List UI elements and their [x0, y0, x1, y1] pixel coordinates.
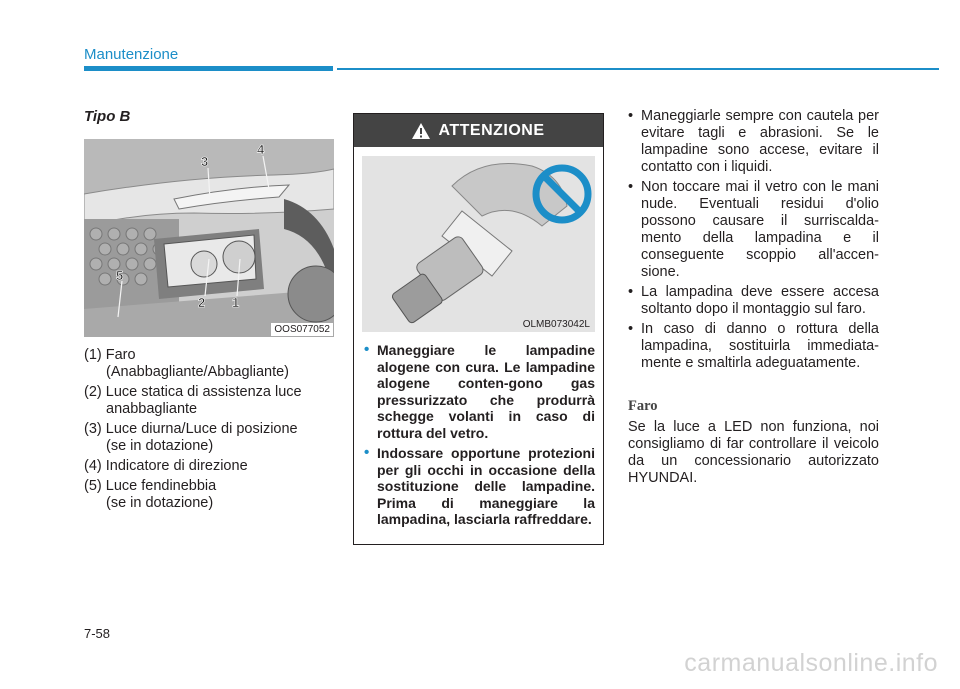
header-rule-thick — [84, 66, 333, 71]
bullet-item: • Non toccare mai il vetro con le mani nude. Eventuali residui d'olio possono causare il surriscalda-mento della lampadina e il conseguente scoppio all'accen-sione. — [628, 179, 879, 280]
legend-list — [84, 347, 334, 512]
subtitle: Tipo B — [84, 108, 131, 125]
warning-item: • Indossare opportune protezioni per gli occhi in occasione della sostituzione delle lampadine. Prima di maneggiare la lampadina, lasciarla raffreddare. — [364, 444, 595, 527]
callout-2: 2 — [198, 295, 206, 310]
legend-item: (1) Faro (Anabbagliante/Abbagliante) — [84, 347, 289, 380]
callout-4: 4 — [257, 142, 265, 157]
warning-box — [353, 113, 604, 545]
bullet-icon: • — [364, 341, 370, 358]
warning-header — [354, 114, 603, 147]
legend-item: (4) Indicatore di direzione — [84, 458, 248, 474]
header-rule-thin — [337, 68, 939, 70]
bulb-hand-illustration — [362, 156, 595, 332]
photo-code: OOS077052 — [271, 323, 333, 336]
warning-item: • Maneggiare le lampadine alogene con cura. Le lampadine alogene conten-gono gas pressurizzato che produrrà schegge volanti in caso di rottura del vetro. — [364, 341, 595, 441]
image-code: OLMB073042L — [522, 319, 590, 330]
bullet-list — [628, 108, 879, 372]
bullet-item: • Maneggiarle sempre con cautela per evitare tagli e abrasioni. Se le lampadine sono accese, evitare il contatto con i liquidi. — [628, 108, 879, 175]
warning-title: ATTENZIONE — [438, 121, 545, 139]
page-number: 7-58 — [84, 626, 111, 641]
headlamp-illustration — [84, 139, 334, 337]
warning-triangle-icon — [412, 123, 430, 139]
callout-3: 3 — [201, 154, 209, 169]
callout-1: 1 — [232, 295, 240, 310]
right-column — [628, 108, 879, 487]
warning-list — [364, 342, 595, 528]
left-column — [84, 108, 334, 515]
bullet-icon: • — [364, 444, 370, 461]
bullet-item: • La lampadina deve essere accesa soltanto dopo il montaggio sul faro. — [628, 284, 879, 317]
callout-5: 5 — [116, 268, 124, 283]
watermark: carmanualsonline.info — [684, 649, 938, 677]
headlamp-photo — [84, 139, 334, 337]
bullet-item: • In caso di danno o rottura della lampadina, sostituirla immediata-mente e smaltirla adeguatamente. — [628, 321, 879, 371]
legend-item: (3) Luce diurna/Luce di posizione (se in dotazione) — [84, 421, 298, 454]
faro-heading: Faro — [628, 398, 658, 414]
bulb-hand-image — [362, 156, 595, 332]
legend-item: (2) Luce statica di assistenza luce anabbagliante — [84, 384, 302, 417]
legend-item: (5) Luce fendinebbia (se in dotazione) — [84, 478, 217, 511]
section-title: Manutenzione — [84, 46, 179, 63]
faro-paragraph: Se la luce a LED non funziona, noi consigliamo di far controllare il veicolo da un concessionario autorizzato HYUNDAI. — [628, 419, 879, 486]
